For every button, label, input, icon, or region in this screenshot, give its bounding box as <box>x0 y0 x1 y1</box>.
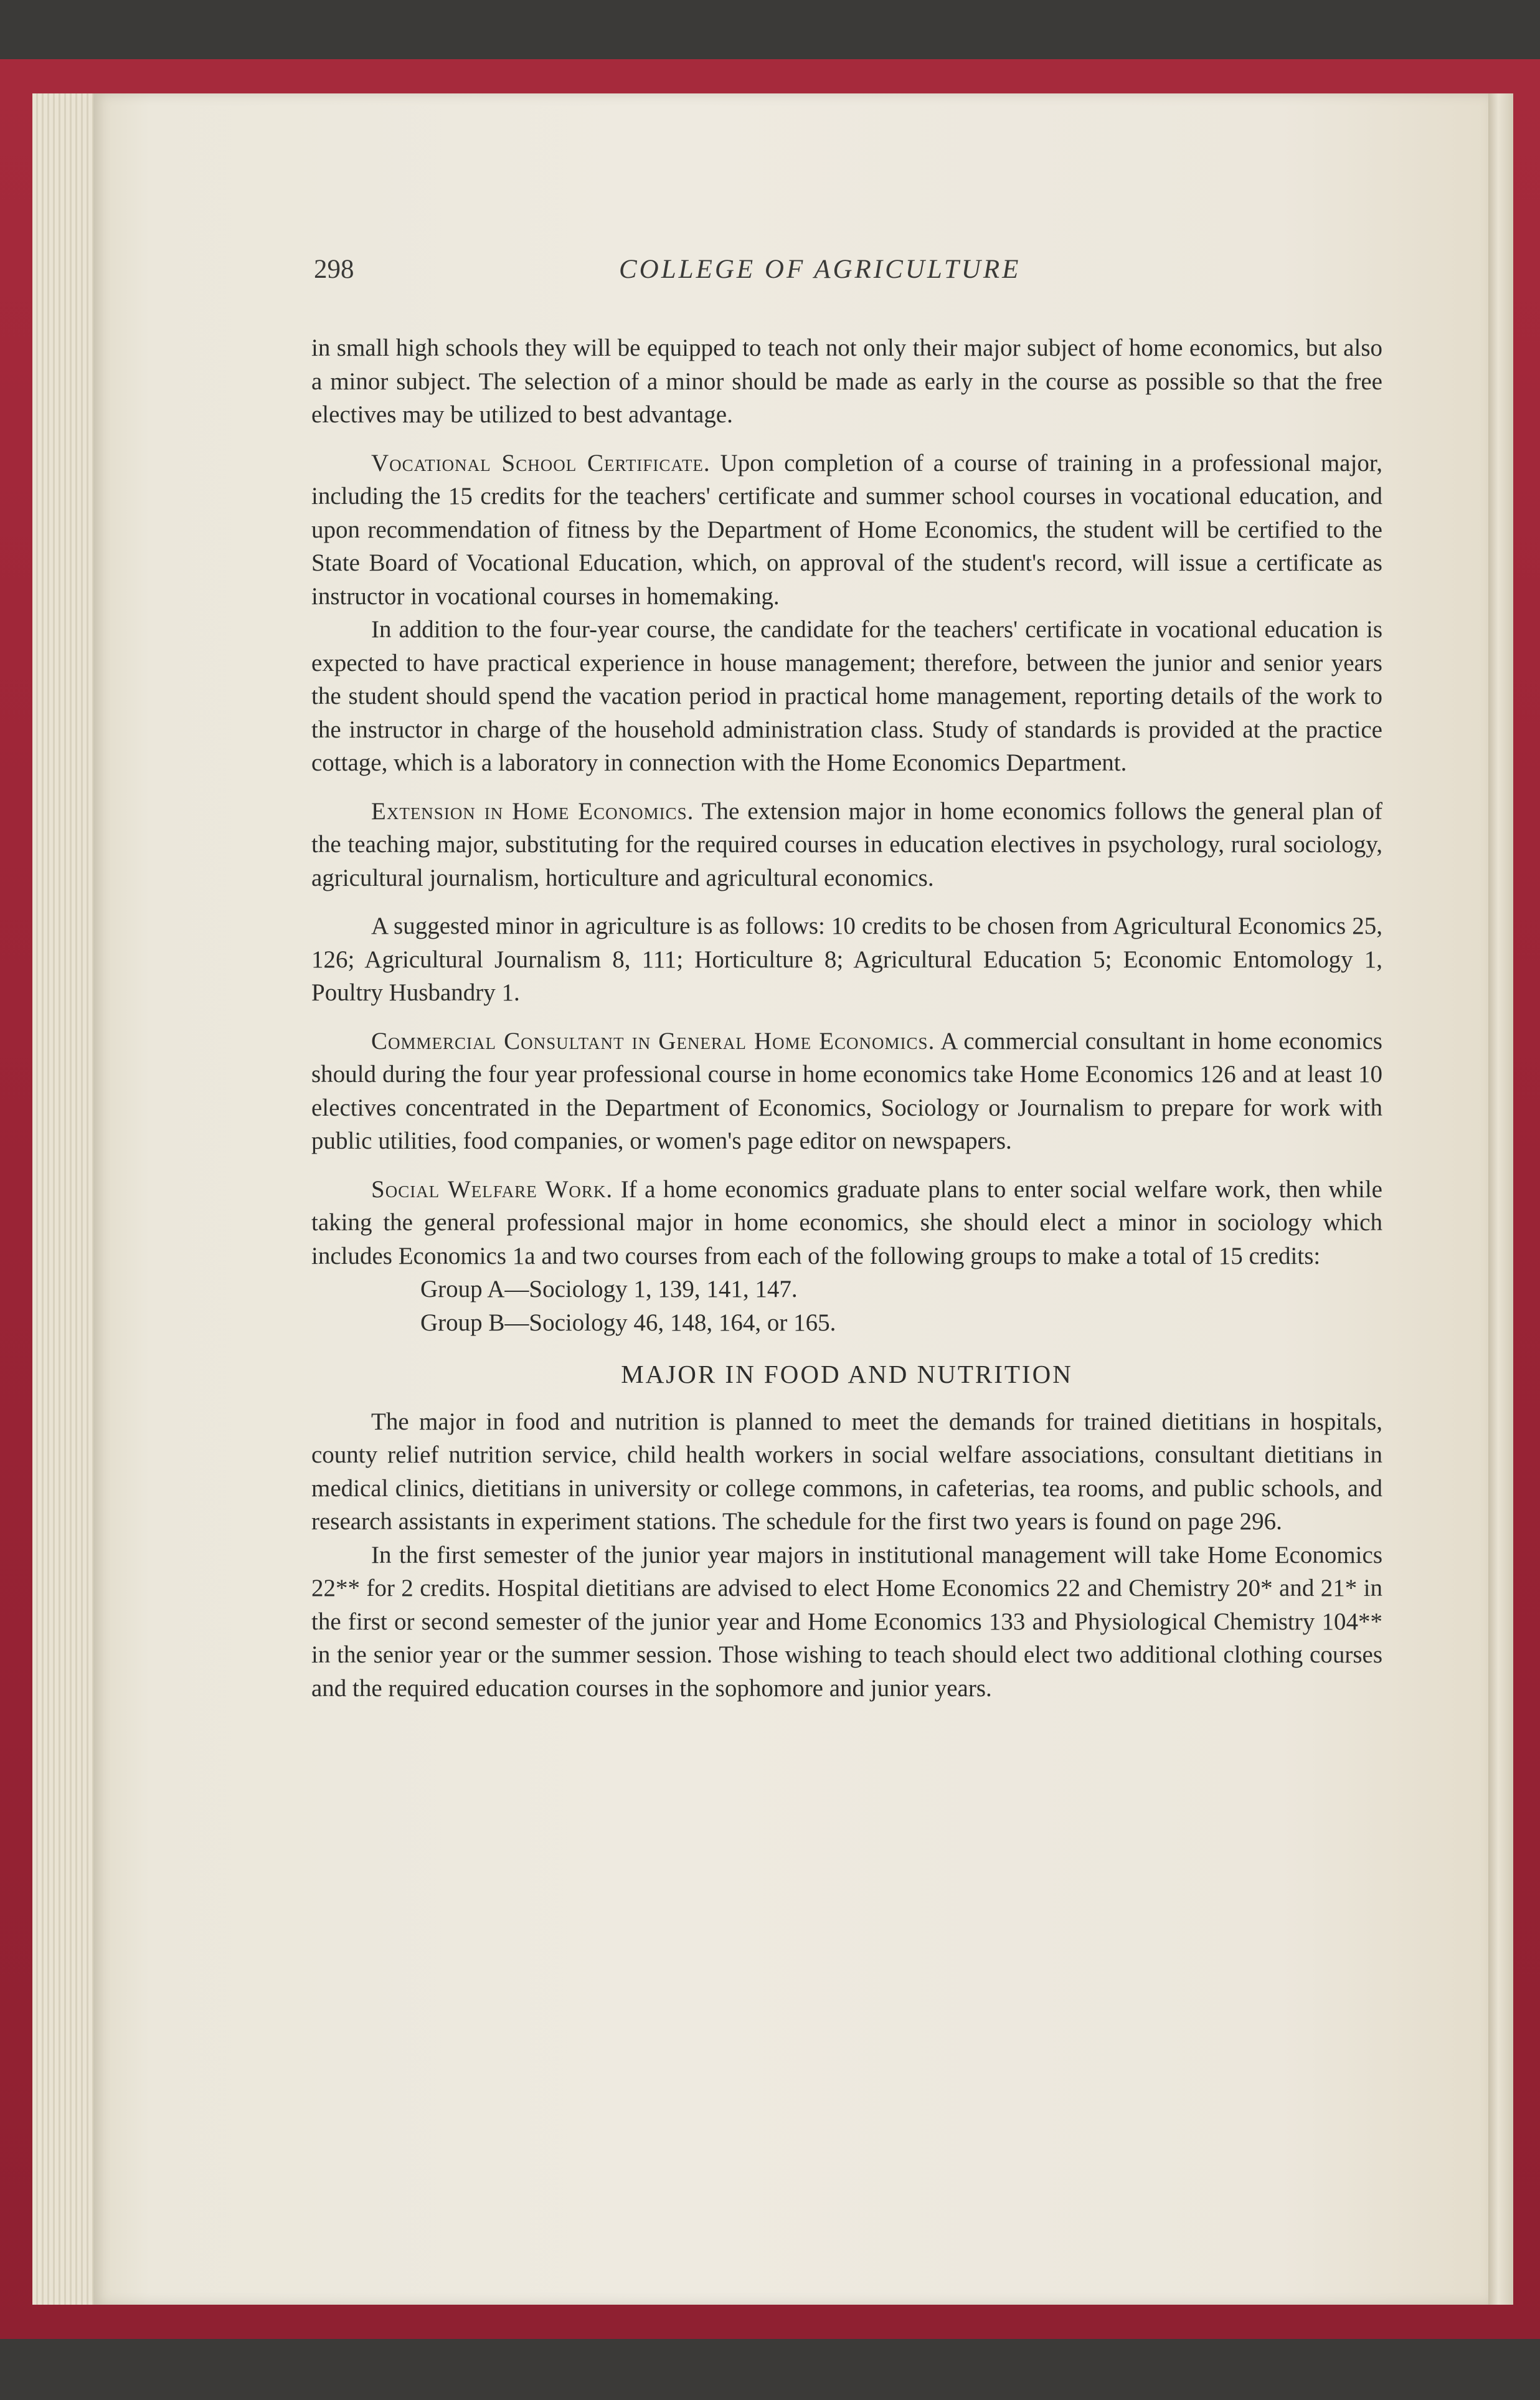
social-paragraph <box>311 1173 1382 1273</box>
commercial-heading: Commercial Consultant in General Home Economics. <box>371 1027 935 1055</box>
food-nutrition-paragraph-1: The major in food and nutrition is planned to meet the demands for trained dietitians in hospitals, county relief nutrition service, child health workers in social welfare associations, consultant dietitians in medical clinics, dietitians in university or college commons, in cafeterias, tea rooms, and public schools, and research assistants in experiment stations. The schedule for the first two years is found on page 296. <box>311 1408 1382 1535</box>
page-body <box>311 331 1382 1705</box>
facing-page-edge <box>1488 93 1513 2305</box>
running-head: COLLEGE OF AGRICULTURE <box>619 255 1021 284</box>
social-text: If a home economics graduate plans to enter social welfare work, then while taking the general professional major in home economics, she should elect a minor in sociology which includes Economics 1a and two courses from each of the following groups to make a total of 15 credits: <box>311 1175 1382 1269</box>
extension-text: The extension major in home economics follows the general plan of the teaching major, substituting for the required courses in education electives in psychology, rural sociology, agricultural journalism, horticulture and agricultural economics. <box>311 797 1382 891</box>
page-header <box>314 254 1385 292</box>
extension-minor-paragraph: A suggested minor in agriculture is as follows: 10 credits to be chosen from Agricultural Economics 25, 126; Agricultural Journalism 8, 111; Horticulture 8; Agricultural Education 5; Economic Entomology 1, Poultry Husbandry 1. <box>311 913 1382 1006</box>
page-number: 298 <box>314 255 354 284</box>
commercial-text: A commercial consultant in home economics should during the four year professional course in home economics take Home Economics 126 and at least 10 electives concentrated in the Department of Economics, Sociology or Journalism to prepare for work with public utilities, food companies, or women's page editor on newspapers. <box>311 1027 1382 1154</box>
extension-paragraph <box>311 795 1382 895</box>
vocational-heading: Vocational School Certificate. <box>371 449 711 477</box>
intro-paragraph: in small high schools they will be equipped to teach not only their major subject of home economics, but also a minor subject. The selection of a minor should be made as early in the course as possible so that the free electives may be utilized to best advantage. <box>311 334 1382 428</box>
social-heading: Social Welfare Work. <box>371 1175 613 1203</box>
group-b-line: Group B—Sociology 46, 148, 164, or 165. <box>420 1309 836 1336</box>
vocational-text: Upon completion of a course of training in a professional major, including the 15 credits for the teachers' certificate and summer school courses in vocational education, and upon recommendation of fitness by the Department of Home Economics, the student will be certified to the State Board of Vocational Education, which, on approval of the student's record, will issue a certificate as instructor in vocational courses in homemaking. <box>311 449 1383 610</box>
commercial-paragraph <box>311 1025 1382 1158</box>
section-heading: MAJOR IN FOOD AND NUTRITION <box>621 1360 1073 1388</box>
food-nutrition-paragraph-2: In the first semester of the junior year majors in institutional management will take Home Economics 22** for 2 credits. Hospital dietitians are advised to elect Home Economics 22 and Chemistry 20* and 21* in the first or second semester of the junior year and Home Economics 133 and Physiological Chemistry 104** in the senior year or the summer session. Those wishing to teach should elect two additional clothing courses and the required education courses in the sophomore and junior years. <box>311 1541 1382 1702</box>
vocational-addition-paragraph: In addition to the four-year course, the candidate for the teachers' certificate in vocational education is expected to have practical experience in house management; therefore, between the junior and senior years the student should spend the vacation period in practical home management, reporting details of the work to the instructor in charge of the household administration class. Study of standards is provided at the practice cottage, which is a laboratory in connection with the Home Economics Department. <box>311 616 1382 776</box>
vocational-paragraph <box>311 447 1382 614</box>
group-a-line: Group A—Sociology 1, 139, 141, 147. <box>420 1276 798 1302</box>
extension-heading: Extension in Home Economics. <box>371 797 694 825</box>
